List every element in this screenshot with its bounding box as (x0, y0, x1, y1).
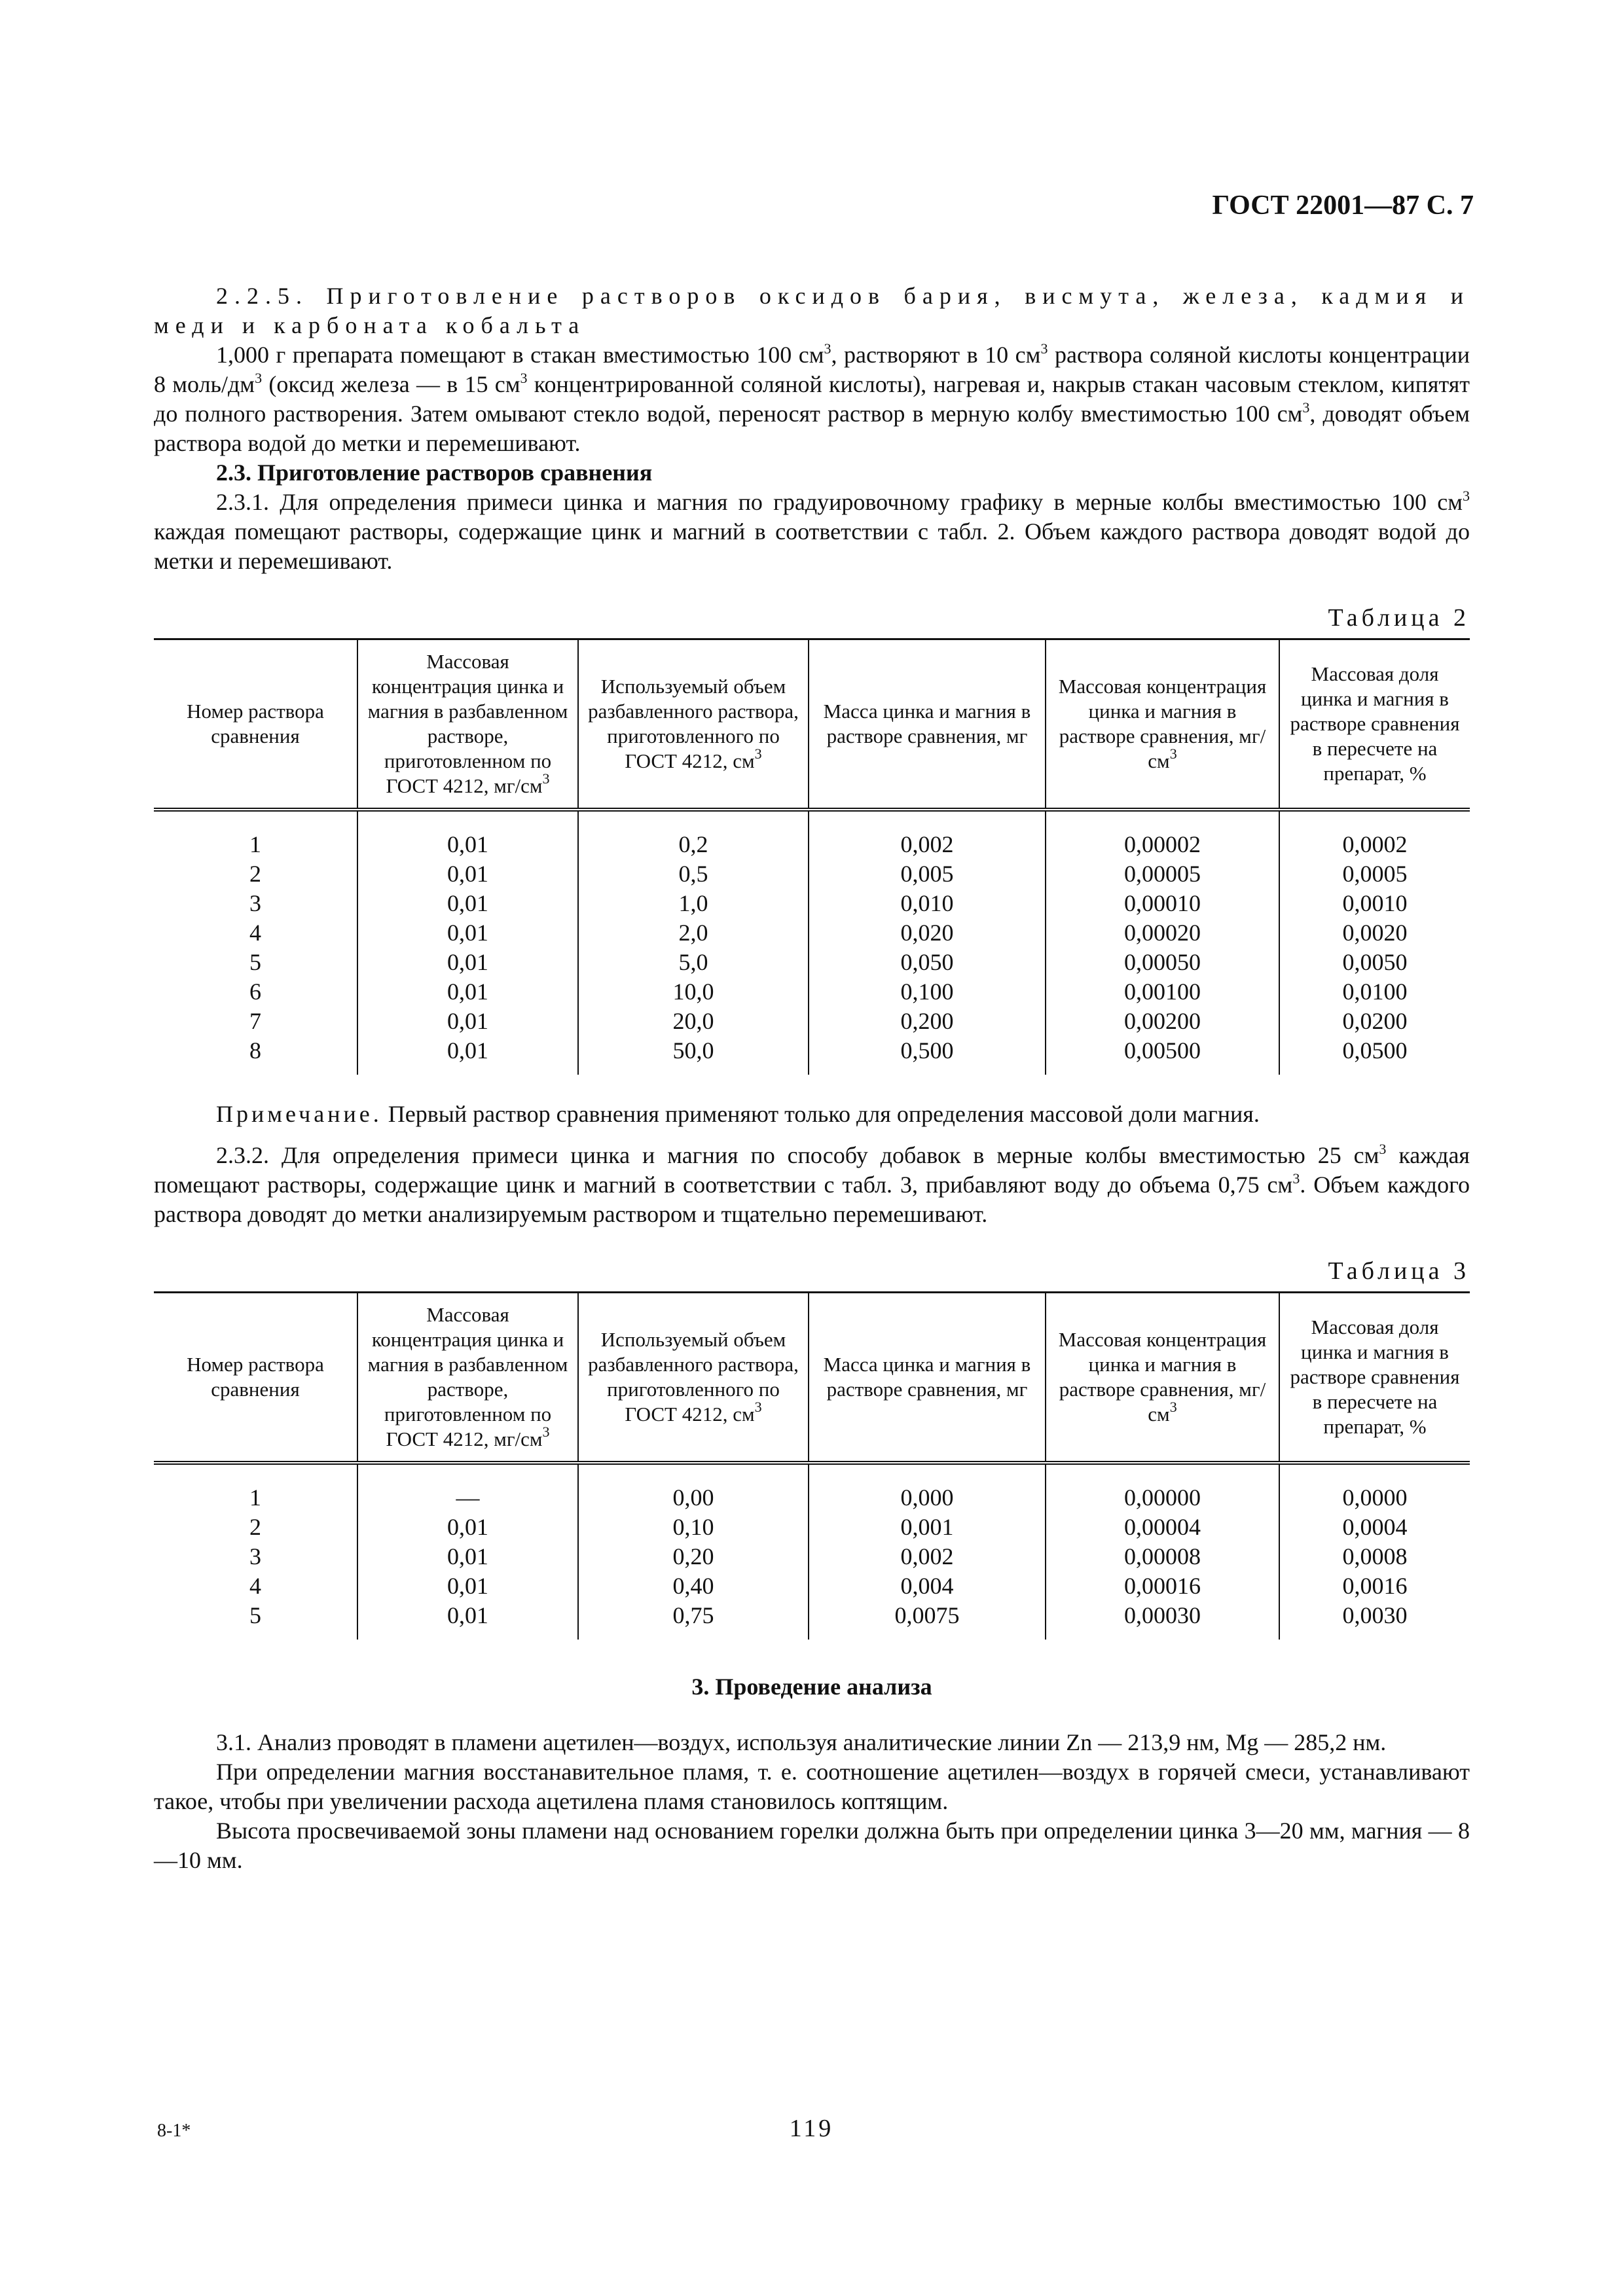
table-cell: 0,10 (578, 1513, 809, 1542)
table-cell: 0,0002 (1279, 810, 1470, 859)
table-cell: 0,00200 (1046, 1007, 1279, 1036)
table-cell: 0,20 (578, 1542, 809, 1571)
table-cell: 0,2 (578, 810, 809, 859)
table-cell: 0,002 (809, 1542, 1046, 1571)
table-cell: 0,00002 (1046, 810, 1279, 859)
table-cell: 0,00050 (1046, 948, 1279, 977)
table-cell: 0,00004 (1046, 1513, 1279, 1542)
table-2-note: Примечание. Первый раствор сравнения применяют только для определения массовой доли магния. (216, 1101, 1260, 1127)
table-2 (154, 638, 1470, 1075)
table-cell: 5 (249, 1602, 261, 1628)
col-solution-number: Номер раствора сравнения (154, 639, 357, 810)
paragraph-magnesium-flame: При определении магния восстанавительное пламя, т. е. соотношение ацетилен—воздух в горячей смеси, устанавливают такое, чтобы при увеличении расхода ацетилена пламя становилось коптящим. (154, 1759, 1470, 1814)
table-cell: 0,002 (809, 810, 1046, 859)
table-2-caption: Таблица 2 (1328, 604, 1470, 632)
section-2-3-1-text: 2.3.1. Для определения примеси цинка и магния по градуировочному графику в мерные колбы вместимостью 100 $см^3$ каждая помещают растворы, содержащие цинк и магний в соответствии с табл. 2. Объем каждого раствора доводят водой до метки и перемешивают. (154, 488, 1470, 574)
table-row (154, 1463, 1470, 1513)
table-cell: 0,01 (357, 1542, 578, 1571)
paragraph-flame-height: Высота просвечиваемой зоны пламени над основанием горелки должна быть при определении цинка 3—20 мм, магния — 8—10 мм. (154, 1818, 1470, 1873)
table-cell: 1,0 (578, 889, 809, 918)
table-row (154, 1007, 1470, 1036)
table-cell: 0,01 (357, 1007, 578, 1036)
col-solution-concentration: Массовая концентрация цинка и магния в растворе сравнения, $мг/см^3$ (1046, 639, 1279, 810)
table-cell: 2,0 (578, 918, 809, 948)
table-row (154, 859, 1470, 889)
table-row (154, 1601, 1470, 1640)
table-cell: 4 (249, 1573, 261, 1599)
table-cell: 1 (249, 1484, 261, 1511)
table-cell: 0,75 (578, 1601, 809, 1640)
table-cell: 0,01 (357, 859, 578, 889)
table-cell: 7 (249, 1008, 261, 1034)
table-cell: 0,01 (357, 1601, 578, 1640)
table-row (154, 1571, 1470, 1601)
table-cell: 20,0 (578, 1007, 809, 1036)
table-cell: 0,00005 (1046, 859, 1279, 889)
section-3-1-text: 3.1. Анализ проводят в пламени ацетилен—воздух, используя аналитические линии Zn — 213,9 нм, Mg — 285,2 нм. (216, 1729, 1387, 1755)
table-cell: 0,01 (357, 889, 578, 918)
table-cell: 0,010 (809, 889, 1046, 918)
section-2-2-5-title: 2.2.5. Приготовление растворов оксидов бария, висмута, железа, кадмия и меди и карбоната кобальта (154, 283, 1470, 338)
table-cell: 0,0008 (1279, 1542, 1470, 1571)
table-cell: 50,0 (578, 1036, 809, 1075)
table-cell: 0,5 (578, 859, 809, 889)
table-cell: 2 (249, 861, 261, 887)
table-cell: 0,0004 (1279, 1513, 1470, 1542)
section-2-3-2-text: 2.3.2. Для определения примеси цинка и магния по способу добавок в мерные колбы вместимостью 25 $см^3$ каждая помещают растворы, содержащие цинк и магний в соответствии с табл. 3, прибавляют воду до объема 0,75 $см^3$. Объем каждого раствора доводят до метки анализируемым раствором и тщательно перемешивают. (154, 1141, 1470, 1227)
table-cell: 0,01 (357, 1036, 578, 1075)
table-cell: 0,0020 (1279, 918, 1470, 948)
table-cell: 0,0030 (1279, 1601, 1470, 1640)
table-cell: 2 (249, 1514, 261, 1540)
table-cell: 0,100 (809, 977, 1046, 1007)
table-3-caption: Таблица 3 (1328, 1257, 1470, 1285)
table-header-row (154, 639, 1470, 810)
table-cell: 0,050 (809, 948, 1046, 977)
table-row (154, 948, 1470, 977)
table-cell: 0,00030 (1046, 1601, 1279, 1640)
footer-mark: 8-1* (157, 2121, 191, 2141)
col-used-volume: Используемый объем разбавленного раствора, приготовленного по ГОСТ 4212, $см^3$ (578, 1293, 809, 1463)
table-row (154, 1513, 1470, 1542)
col-mass-fraction: Массовая доля цинка и магния в растворе сравнения в пересчете на препарат, % (1279, 639, 1470, 810)
table-cell: 0,0100 (1279, 977, 1470, 1007)
table-cell: 0,0200 (1279, 1007, 1470, 1036)
document-body (154, 281, 1470, 1875)
table-cell: 5 (249, 949, 261, 975)
section-2-2-5-text: 1,000 г препарата помещают в стакан вместимостью 100 $см^3$, растворяют в 10 $см^3$ раствора соляной кислоты концентрации 8 моль/$дм^3$ (оксид железа — в 15 $см^3$ концентрированной соляной кислоты), нагревая и, накрыв стакан часовым стеклом, кипятят до полного растворения. Затем омывают стекло водой, переносят раствор в мерную колбу вместимостью 100 $см^3$, доводят объем раствора водой до метки и перемешивают. (154, 340, 1470, 456)
table-cell: 0,0010 (1279, 889, 1470, 918)
table-cell: 0,004 (809, 1571, 1046, 1601)
col-diluted-concentration: Массовая концентрация цинка и магния в разбавленном растворе, приготовленном по ГОСТ 4212, $мг/см^3$ (357, 1293, 578, 1463)
table-cell: 0,00000 (1046, 1463, 1279, 1513)
table-cell: 8 (249, 1037, 261, 1064)
table-header-row (154, 1293, 1470, 1463)
table-cell: 3 (249, 890, 261, 916)
table-cell: 0,500 (809, 1036, 1046, 1075)
table-cell: 0,00500 (1046, 1036, 1279, 1075)
col-mass: Масса цинка и магния в растворе сравнения, мг (809, 1293, 1046, 1463)
table-cell: 0,0050 (1279, 948, 1470, 977)
table-row (154, 810, 1470, 859)
col-mass-fraction: Массовая доля цинка и магния в растворе сравнения в пересчете на препарат, % (1279, 1293, 1470, 1463)
table-3-body (154, 1463, 1470, 1640)
table-cell: 0,01 (357, 1513, 578, 1542)
table-cell: 0,01 (357, 918, 578, 948)
table-cell: 0,00020 (1046, 918, 1279, 948)
section-2-3-title: 2.3. Приготовление растворов сравнения (216, 459, 653, 486)
table-cell: 0,01 (357, 1571, 578, 1601)
table-row (154, 1036, 1470, 1075)
col-used-volume: Используемый объем разбавленного раствора, приготовленного по ГОСТ 4212, $см^3$ (578, 639, 809, 810)
table-cell: 0,000 (809, 1463, 1046, 1513)
table-cell: 0,00008 (1046, 1542, 1279, 1571)
table-cell: 0,01 (357, 977, 578, 1007)
col-solution-number: Номер раствора сравнения (154, 1293, 357, 1463)
table-cell: 0,00016 (1046, 1571, 1279, 1601)
page-header: ГОСТ 22001—87 С. 7 (1212, 190, 1474, 221)
table-cell: 0,40 (578, 1571, 809, 1601)
table-cell: 0,020 (809, 918, 1046, 948)
table-cell: 0,00010 (1046, 889, 1279, 918)
col-mass: Масса цинка и магния в растворе сравнения, мг (809, 639, 1046, 810)
table-cell: 6 (249, 978, 261, 1005)
table-cell: 0,0016 (1279, 1571, 1470, 1601)
table-cell: 0,00100 (1046, 977, 1279, 1007)
table-row (154, 977, 1470, 1007)
table-cell: 5,0 (578, 948, 809, 977)
table-cell: 10,0 (578, 977, 809, 1007)
table-cell: 0,00 (578, 1463, 809, 1513)
table-row (154, 889, 1470, 918)
table-cell: — (357, 1463, 578, 1513)
table-cell: 4 (249, 920, 261, 946)
table-cell: 0,0500 (1279, 1036, 1470, 1075)
table-cell: 0,01 (357, 810, 578, 859)
table-cell: 0,0005 (1279, 859, 1470, 889)
col-diluted-concentration: Массовая концентрация цинка и магния в разбавленном растворе, приготовленном по ГОСТ 4212, $мг/см^3$ (357, 639, 578, 810)
table-row (154, 1542, 1470, 1571)
table-cell: 0,0000 (1279, 1463, 1470, 1513)
page-number: 119 (789, 2115, 834, 2142)
table-cell: 0,01 (357, 948, 578, 977)
table-cell: 0,0075 (809, 1601, 1046, 1640)
table-2-body (154, 810, 1470, 1075)
table-3 (154, 1291, 1470, 1640)
section-3-title: 3. Проведение анализа (691, 1674, 932, 1700)
table-cell: 1 (249, 831, 261, 857)
table-cell: 0,001 (809, 1513, 1046, 1542)
col-solution-concentration: Массовая концентрация цинка и магния в растворе сравнения, $мг/см^3$ (1046, 1293, 1279, 1463)
table-row (154, 918, 1470, 948)
table-cell: 3 (249, 1543, 261, 1570)
table-cell: 0,200 (809, 1007, 1046, 1036)
table-cell: 0,005 (809, 859, 1046, 889)
